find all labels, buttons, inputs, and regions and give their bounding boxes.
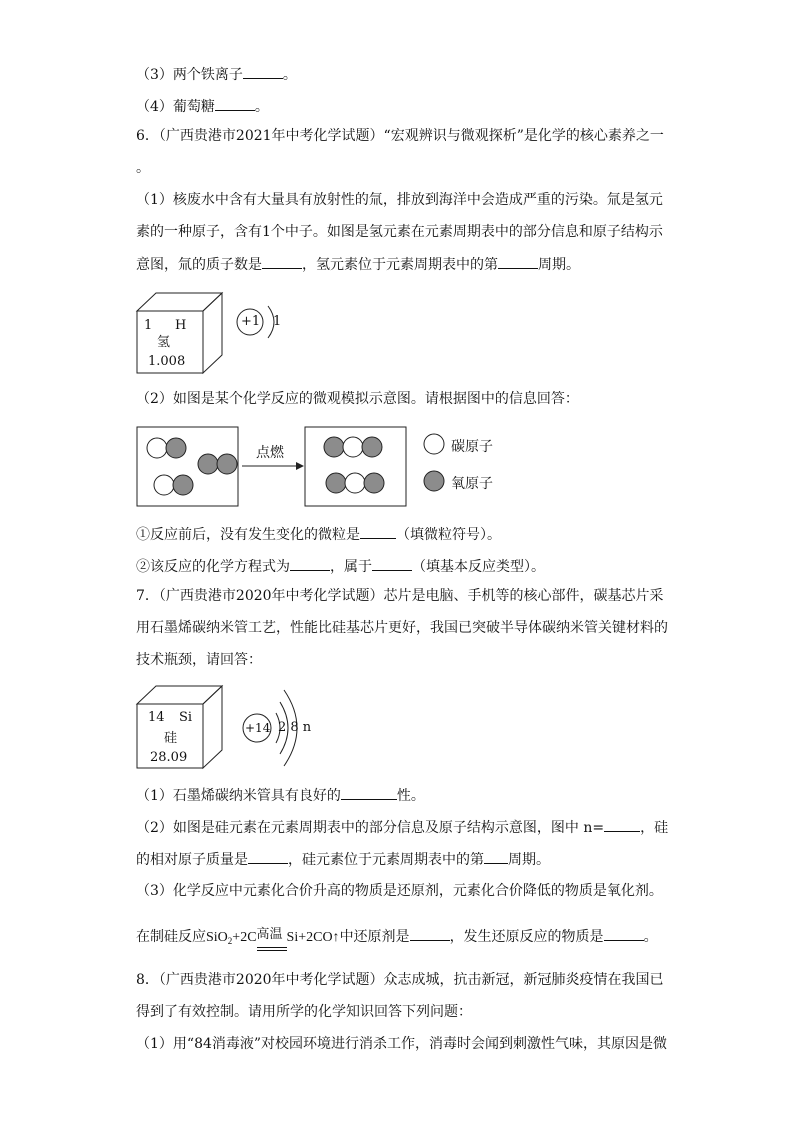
q6-sub2 xyxy=(136,556,545,577)
answer-blank[interactable] xyxy=(262,254,302,269)
q7-p4 xyxy=(136,926,658,951)
silicon-shell-electrons: 2 8 n xyxy=(278,720,312,735)
q7-p2-line2-a: 的相对原子质量是 xyxy=(136,852,248,868)
answer-blank[interactable] xyxy=(410,926,450,941)
q6-p1-line3 xyxy=(136,254,580,275)
legend-oxygen-atom xyxy=(424,471,444,491)
silicon-symbol: Si xyxy=(179,710,193,725)
eq-mid: +2C xyxy=(232,930,257,945)
q5-item3-text: （3）两个铁离子 xyxy=(136,67,243,83)
answer-blank[interactable] xyxy=(215,96,255,111)
equation xyxy=(206,926,340,946)
answer-blank[interactable] xyxy=(290,556,330,571)
legend-oxygen-label: 氧原子 xyxy=(451,476,493,492)
q7-heading-line3: 技术瓶颈，请回答： xyxy=(136,652,262,668)
q6-sub2-b: ，属于 xyxy=(330,559,372,575)
silicon-atomic-number: 14 xyxy=(148,710,165,725)
silicon-name: 硅 xyxy=(164,731,178,746)
hydrogen-shell-electrons: 1 xyxy=(273,314,282,329)
q7-p1-a: （1）石墨烯碳纳米管具有良好的 xyxy=(136,788,341,804)
legend-carbon-atom xyxy=(424,434,444,454)
q5-item4 xyxy=(136,96,269,117)
answer-blank[interactable] xyxy=(484,849,508,864)
answer-blank[interactable] xyxy=(248,849,288,864)
hydrogen-name: 氢 xyxy=(157,335,171,350)
reaction-arrow-label: 点燃 xyxy=(256,445,284,461)
carbon-atom xyxy=(343,437,363,457)
oxygen-atom xyxy=(173,475,193,495)
q5-item4-end: 。 xyxy=(254,99,269,115)
answer-blank[interactable] xyxy=(604,817,640,832)
hydrogen-atomic-mass: 1.008 xyxy=(148,354,186,369)
q8-p1: （1）用“84消毒液”对校园环境进行消杀工作，消毒时会闻到刺激性气味，其原因是微 xyxy=(136,1036,668,1052)
q7-p4-b: 中还原剂是 xyxy=(339,929,410,945)
q7-p1 xyxy=(136,785,425,806)
silicon-atomic-mass: 28.09 xyxy=(150,750,188,765)
q6-p1-line1: （1）核废水中含有大量具有放射性的氚，排放到海洋中会造成严重的污染。氚是氢元 xyxy=(136,192,663,208)
oxygen-atom xyxy=(198,454,218,474)
q6-sub1-b: （填微粒符号）。 xyxy=(396,527,501,543)
q5-item4-text: （4）葡萄糖 xyxy=(136,99,215,115)
q7-p2-line1 xyxy=(136,817,668,838)
answer-blank[interactable] xyxy=(372,556,412,571)
oxygen-atom xyxy=(364,473,384,493)
q7-p2-line2-b: ，硅元素位于元素周期表中的第 xyxy=(288,852,484,868)
eq-condition: 高温 xyxy=(256,926,283,941)
q6-p1-line3-b: ，氢元素位于元素周期表中的第 xyxy=(302,257,498,273)
q6-p1-line3-a: 意图，氚的质子数是 xyxy=(136,257,262,273)
eq-left: SiO xyxy=(206,930,228,945)
q7-p3: （3）化学反应中元素化合价升高的物质是还原剂，元素化合价降低的物质是氧化剂。 xyxy=(136,883,663,899)
q6-sub1 xyxy=(136,524,501,545)
hydrogen-atomic-number: 1 xyxy=(144,318,153,333)
oxygen-atom xyxy=(324,437,344,457)
answer-blank[interactable] xyxy=(604,926,644,941)
oxygen-atom xyxy=(326,473,346,493)
oxygen-atom xyxy=(362,437,382,457)
q7-p4-a: 在制硅反应 xyxy=(136,929,206,945)
q6-p1-line2: 素的一种原子，含有1个中子。如图是氢元素在元素周期表中的部分信息和原子结构示 xyxy=(136,224,663,240)
q7-p2-line1-b: ，硅 xyxy=(640,820,669,836)
legend-carbon-label: 碳原子 xyxy=(451,439,493,455)
silicon-nucleus-charge: +14 xyxy=(245,721,271,735)
q6-heading: 6．（广西贵港市2021年中考化学试题）“宏观辨识与微观探析”是化学的核心素养之一 xyxy=(136,128,664,144)
hydrogen-symbol: H xyxy=(175,318,187,333)
oxygen-atom xyxy=(217,454,237,474)
eq-subscript: 2 xyxy=(227,936,233,946)
q7-p2-line2-c: 周期。 xyxy=(508,852,550,868)
q7-p2-line1-a: （2）如图是硅元素在元素周期表中的部分信息及原子结构示意图，图中 n= xyxy=(136,820,605,836)
hydrogen-nucleus-charge: +1 xyxy=(241,314,261,329)
carbon-atom xyxy=(154,475,174,495)
q5-item3 xyxy=(136,64,297,85)
oxygen-atom xyxy=(166,438,186,458)
answer-blank[interactable] xyxy=(243,64,283,79)
q7-p4-d: 。 xyxy=(643,929,658,945)
carbon-atom xyxy=(147,438,167,458)
q8-heading-line2: 得到了有效控制。请用所学的化学知识回答下列问题： xyxy=(136,1004,472,1020)
q6-sub1-a: ①反应前后，没有发生变化的微粒是 xyxy=(136,527,360,543)
answer-blank[interactable] xyxy=(341,785,397,800)
eq-right: Si+2CO↑ xyxy=(286,930,340,945)
q6-heading-cont: 。 xyxy=(136,160,150,176)
carbon-atom xyxy=(345,473,365,493)
q6-sub2-a: ②该反应的化学方程式为 xyxy=(136,559,290,575)
q5-item3-end: 。 xyxy=(282,67,297,83)
q8-heading-line1: 8．（广西贵港市2020年中考化学试题）众志成城，抗击新冠，新冠肺炎疫情在我国已 xyxy=(136,972,664,988)
q6-p2: （2）如图是某个化学反应的微观模拟示意图。请根据图中的信息回答： xyxy=(136,391,579,407)
answer-blank[interactable] xyxy=(498,254,538,269)
q7-heading-line1: 7．（广西贵港市2020年中考化学试题）芯片是电脑、手机等的核心部件，碳基芯片采 xyxy=(136,588,664,604)
q7-p4-c: ，发生还原反应的物质是 xyxy=(449,929,604,945)
q6-p1-line3-c: 周期。 xyxy=(538,257,580,273)
q7-p2-line2 xyxy=(136,849,550,870)
q7-heading-line2: 用石墨烯碳纳米管工艺，性能比硅基芯片更好，我国已突破半导体碳纳米管关键材料的 xyxy=(136,620,668,636)
answer-blank[interactable] xyxy=(360,524,396,539)
q6-sub2-c: （填基本反应类型）。 xyxy=(412,559,545,575)
q7-p1-b: 性。 xyxy=(396,788,425,804)
